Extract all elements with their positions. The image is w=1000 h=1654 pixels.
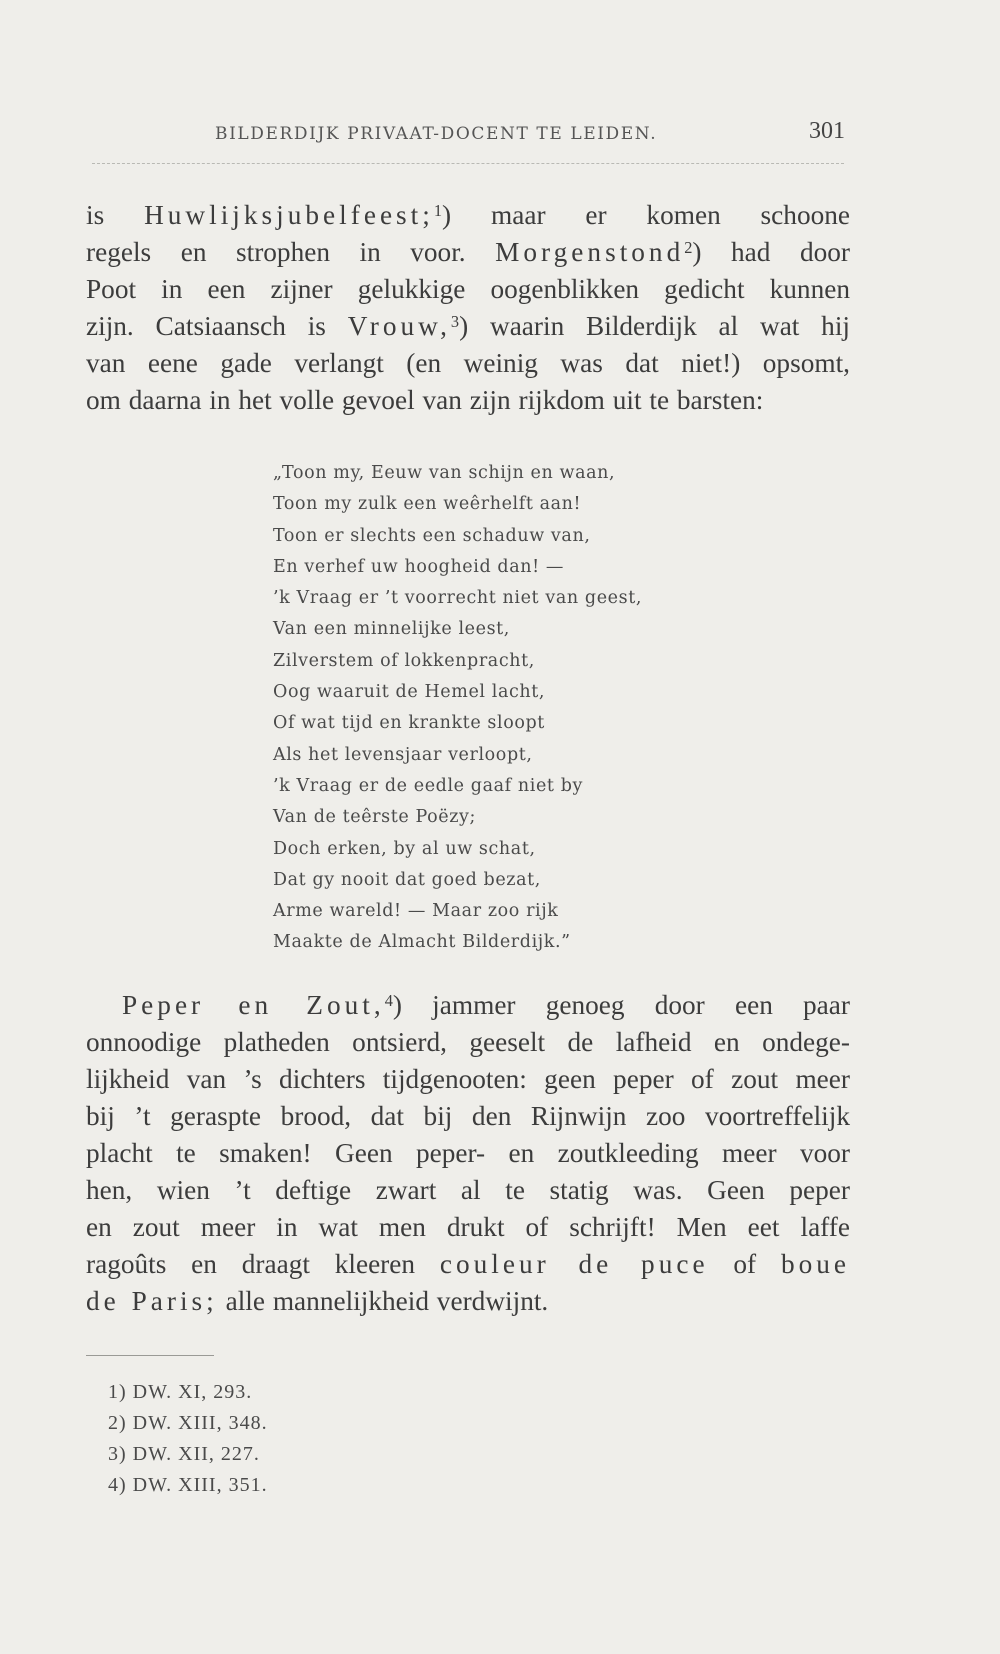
poem-verse: Of wat tijd en krankte sloopt — [273, 713, 545, 734]
text-span: of — [708, 1249, 781, 1279]
text-line: Poot in een zijner gelukkige oogenblikken gedicht kunnen — [86, 274, 850, 304]
text-line: onnoodige platheden ontsierd, geeselt de lafheid en ondege- — [86, 1027, 850, 1057]
footnote-ref: 3 — [450, 311, 460, 331]
paragraph-2 — [86, 987, 850, 1320]
poem-verse: Zilverstem of lokkenpracht, — [273, 650, 535, 671]
footnote-rule — [86, 1355, 214, 1356]
poem-verse: „Toon my, Eeuw van schijn en waan, — [273, 463, 616, 483]
text-span: ) jammer genoeg door een paar — [392, 990, 850, 1020]
running-header — [90, 118, 845, 152]
poem-verse: Maakte de Almacht Bilderdijk.” — [273, 932, 571, 953]
text-line — [86, 987, 850, 1024]
footnote: 2) DW. XIII, 348. — [108, 1412, 268, 1434]
footnote-ref: 1 — [433, 200, 443, 220]
text-line: van eene gade verlangt (en weinig was dat niet!) opsomt, — [86, 348, 850, 378]
paragraph-1 — [86, 197, 850, 419]
text-line: en zout meer in wat men drukt of schrijft! Men eet laffe — [86, 1212, 850, 1242]
text-line: bij ’t geraspte brood, dat bij den Rijnwijn zoo voortreffelijk — [86, 1101, 850, 1131]
spaced-title: Morgenstond — [495, 237, 685, 267]
poem-verse: Oog waaruit de Hemel lacht, — [273, 682, 546, 703]
poem-verse: Dat gy nooit dat goed bezat, — [273, 869, 541, 890]
spaced-title: Peper en Zout, — [122, 990, 385, 1020]
text-span: ) waarin Bilderdijk al wat hij — [459, 311, 850, 341]
text-line: om daarna in het volle gevoel van zijn rijkdom uit te barsten: — [86, 385, 764, 415]
poem-verse: Van de teêrste Poëzy; — [273, 807, 477, 828]
text-line — [86, 1246, 850, 1283]
poem-verse: Doch erken, by al uw schat, — [273, 838, 536, 859]
poem-verse: Arme wareld! — Maar zoo rijk — [273, 901, 559, 922]
footnote: 3) DW. XII, 227. — [108, 1443, 260, 1465]
footnotes — [108, 1377, 268, 1501]
text-line: placht te smaken! Geen peper- en zoutkleeding meer voor — [86, 1138, 850, 1168]
text-line: lijkheid van ’s dichters tijdgenooten: geen peper of zout meer — [86, 1064, 850, 1094]
footnote: 4) DW. XIII, 351. — [108, 1474, 268, 1496]
page-number: 301 — [809, 118, 845, 144]
running-title: BILDERDIJK PRIVAAT-DOCENT TE LEIDEN. — [215, 124, 658, 144]
text-span: ) had door — [692, 237, 851, 267]
text-span: ) maar er komen schoone — [442, 200, 851, 230]
text-span: ragoûts en draagt kleeren — [86, 1249, 440, 1279]
spaced-phrase: couleur de puce — [439, 1249, 709, 1279]
text-span: regels en strophen in voor. — [86, 237, 496, 267]
footnote: 1) DW. XI, 293. — [108, 1381, 253, 1403]
poem-verse: ’k Vraag er de eedle gaaf niet by — [273, 775, 584, 796]
poem-quotation — [273, 458, 693, 959]
footnote-ref: 4 — [384, 990, 393, 1010]
text-span: zijn. Catsiaansch is — [86, 311, 348, 341]
footnote-ref: 2 — [684, 237, 693, 257]
text-line — [86, 197, 850, 234]
poem-verse: Toon my zulk een weêrhelft aan! — [273, 494, 582, 515]
header-rule — [92, 163, 844, 168]
spaced-phrase: boue — [780, 1249, 850, 1279]
text-line — [86, 234, 850, 271]
text-line — [86, 308, 850, 345]
spaced-phrase: de Paris; — [86, 1286, 218, 1316]
poem-verse: Van een minnelijke leest, — [273, 619, 510, 640]
text-line — [86, 1283, 850, 1320]
poem-verse: ’k Vraag er ’t voorrecht niet van geest, — [273, 588, 642, 609]
text-span: alle mannelijkheid verdwijnt. — [217, 1286, 549, 1316]
text-line: hen, wien ’t deftige zwart al te statig was. Geen peper — [86, 1175, 850, 1205]
poem-verse: En verhef uw hoogheid dan! — — [273, 556, 565, 577]
spaced-title: Huwlijksjubelfeest; — [144, 200, 434, 230]
poem-verse: Toon er slechts een schaduw van, — [273, 525, 591, 546]
text-span: is — [86, 200, 145, 230]
poem-verse: Als het levensjaar verloopt, — [273, 744, 533, 765]
spaced-title: Vrouw, — [347, 311, 451, 341]
